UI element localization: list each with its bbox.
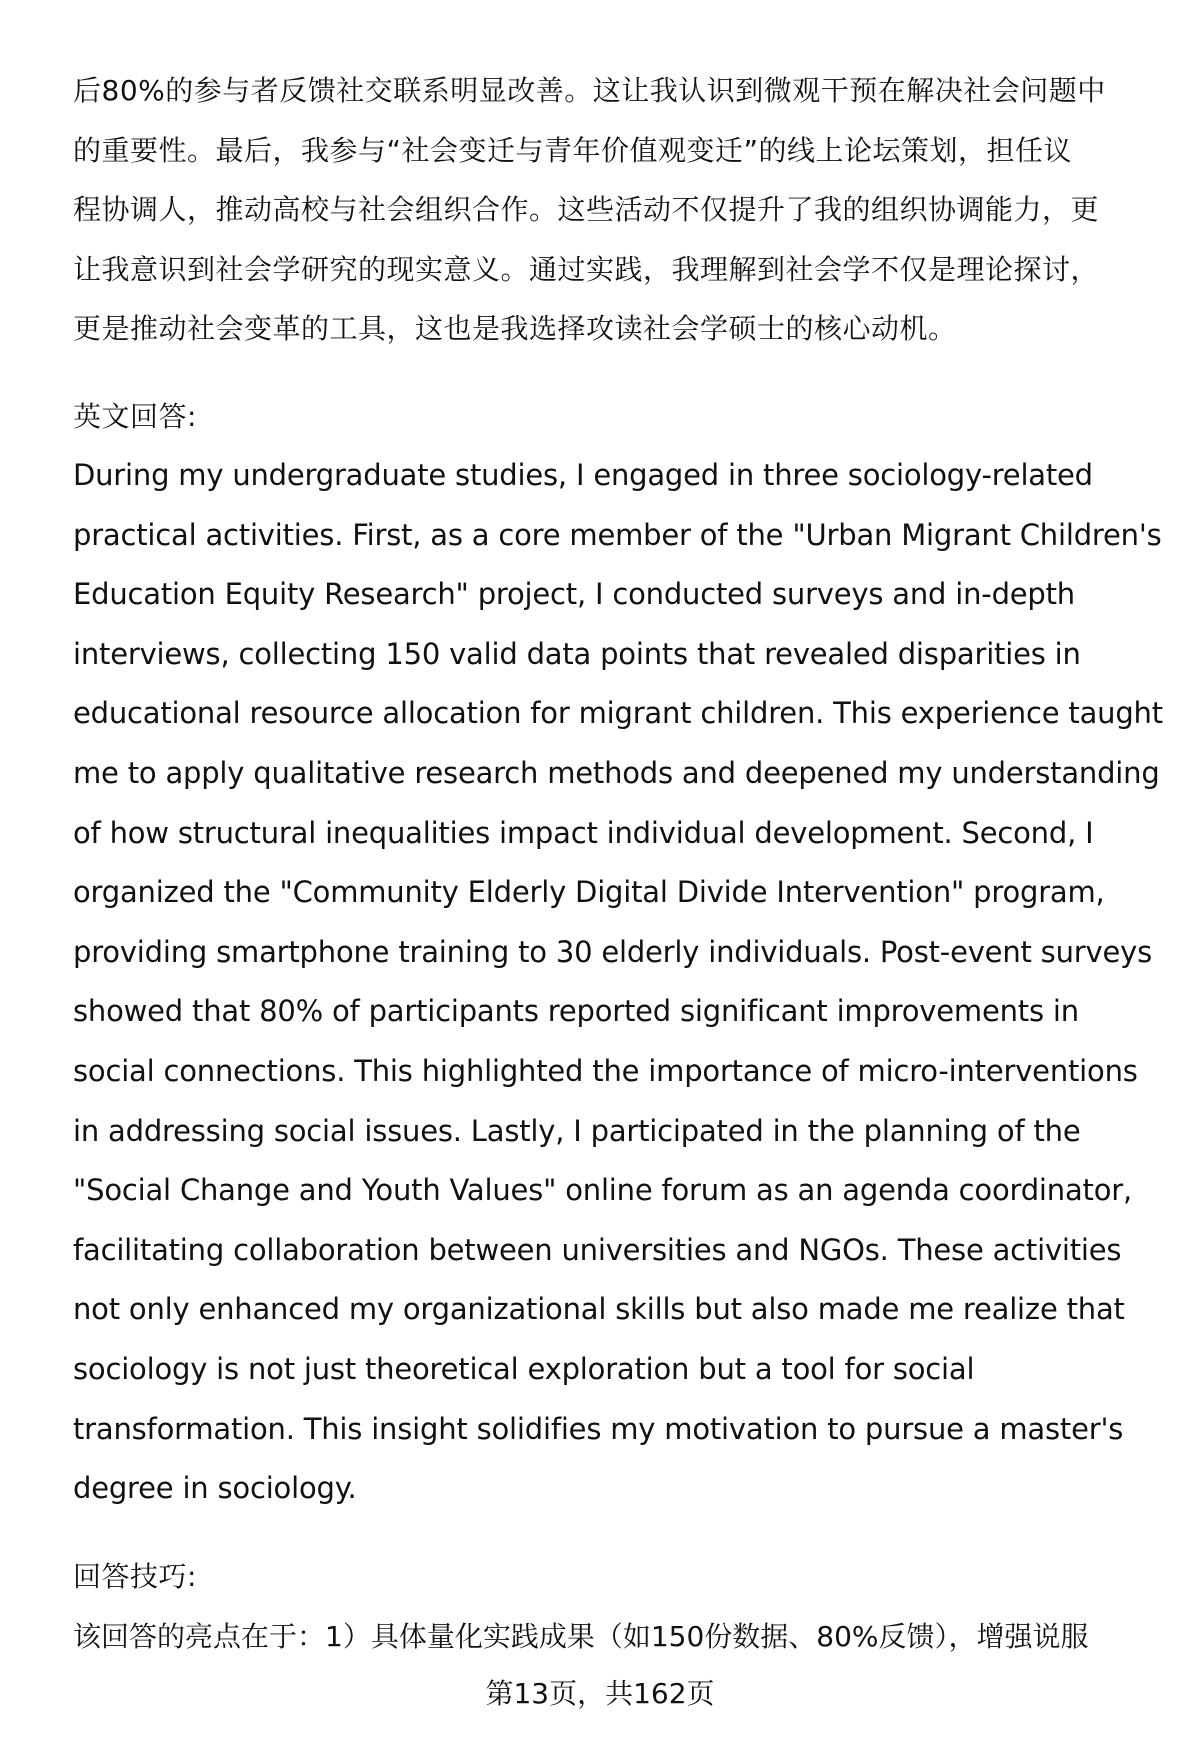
text-line: organized the "Community Elderly Digital Divide Intervention" program,	[73, 875, 1105, 910]
text-line: interviews, collecting 150 valid data points that revealed disparities in	[73, 636, 1081, 671]
text-line: "Social Change and Youth Values" online forum as an agenda coordinator,	[73, 1173, 1132, 1208]
text-line: not only enhanced my organizational skills but also made me realize that	[73, 1292, 1125, 1327]
text-line: 让我意识到社会学研究的现实意义。通过实践，我理解到社会学不仅是理论探讨，	[73, 252, 1100, 286]
text-line: During my undergraduate studies, I engaged in three sociology-related	[73, 458, 1093, 492]
text-line: facilitating collaboration between universities and NGOs. These activities	[73, 1232, 1122, 1267]
text-line: transformation. This insight solidifies my motivation to pursue a master's	[73, 1411, 1124, 1446]
page-number: 第13页，共162页	[485, 1677, 715, 1710]
text-line: practical activities. First, as a core member of the "Urban Migrant Children's	[73, 517, 1162, 552]
text-line: of how structural inequalities impact individual development. Second, I	[73, 815, 1094, 850]
text-line: 的重要性。最后，我参与“社会变迁与青年价值观变迁”的线上论坛策划，担任议	[73, 133, 1073, 167]
tips-heading: 回答技巧:	[73, 1560, 197, 1593]
english-answer-heading: 英文回答:	[73, 400, 197, 433]
text-line: sociology is not just theoretical exploration but a tool for social	[73, 1351, 975, 1386]
text-line: social connections. This highlighted the importance of micro-interventions	[73, 1053, 1138, 1088]
text-line: degree in sociology.	[73, 1471, 357, 1506]
text-line: 后80%的参与者反馈社交联系明显改善。这让我认识到微观干预在解决社会问题中	[73, 74, 1106, 107]
text-line: showed that 80% of participants reported significant improvements in	[73, 994, 1079, 1029]
text-line: me to apply qualitative research methods and deepened my understanding	[73, 755, 1160, 790]
text-line: 更是推动社会变革的工具，这也是我选择攻读社会学硕士的核心动机。	[73, 312, 957, 346]
text-line: Education Equity Research" project, I conducted surveys and in-depth	[73, 577, 1075, 612]
chinese-answer-paragraph	[73, 61, 1163, 359]
tips-text: 该回答的亮点在于：1）具体量化实践成果（如150份数据、80%反馈），增强说服	[73, 1620, 1089, 1653]
text-line: providing smartphone training to 30 elderly individuals. Post-event surveys	[73, 934, 1152, 969]
english-answer-paragraph	[73, 446, 1163, 1519]
text-line: in addressing social issues. Lastly, I participated in the planning of the	[73, 1113, 1081, 1148]
text-line: educational resource allocation for migrant children. This experience taught	[73, 696, 1163, 731]
text-line: 程协调人，推动高校与社会组织合作。这些活动不仅提升了我的组织协调能力，更	[73, 193, 1100, 227]
